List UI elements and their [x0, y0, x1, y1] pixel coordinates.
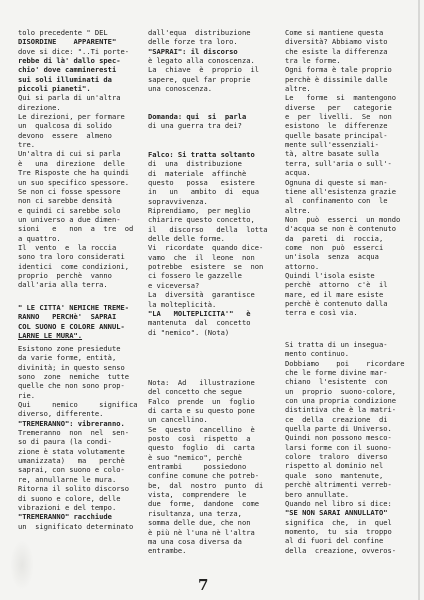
text-line: mento continuo. [285, 349, 350, 359]
text-line: so di paura (la condi- [18, 437, 112, 447]
text-line: delle forze tra loro. [148, 37, 238, 47]
text-line: d'acqua se non è contenuto [285, 224, 397, 234]
text-line: proprio perchè vanno [18, 270, 112, 280]
text-line: un qualcosa di solido [18, 121, 112, 131]
answer-line: ci fossero le gazzelle [148, 271, 242, 281]
text-line: umanizzata) ma perchè [18, 456, 125, 466]
paper-stain [10, 540, 34, 590]
answer-line: chiarire questo concetto, [148, 215, 255, 225]
text-line: zione è stata volutamente [18, 446, 125, 456]
text-line: tra le forme. [285, 56, 341, 66]
text-line: e per livelli. Se non [285, 112, 392, 122]
page-number: 7 [198, 576, 209, 594]
text-line: al di fuori del confine [285, 536, 384, 546]
text-line: che esiste la differenza [285, 46, 388, 56]
note-line: risultanza, una terza, [148, 508, 242, 518]
note-line: entrambi possiedono [148, 462, 247, 472]
text-line: Dobbiamo poi ricordare [285, 358, 405, 368]
text-line: terra e così via. [285, 308, 358, 318]
text-line: è legato alla conoscenza. [148, 56, 255, 66]
text-line: saprai, con suono e colo- [18, 465, 125, 475]
note-line: due forme, dandone come [148, 499, 260, 509]
text-line: Ritorna il solito discorso [18, 484, 130, 494]
text-line: altre. [285, 84, 311, 94]
note-line: è suo "nemico", perchè [148, 452, 242, 462]
text-line: perchè altrimenti verreb- [285, 480, 392, 490]
text-line: diverse per categorie [285, 102, 392, 112]
text-line: tolo precedente " DEL [18, 28, 108, 37]
text-line: esistono le differenze [285, 121, 388, 131]
text-line: acqua. [285, 168, 311, 178]
text-line: Non può esserci un mondo [285, 214, 401, 224]
note-line: di carta e su questo pone [148, 406, 255, 416]
question-line: di una guerra tra dei? [148, 121, 242, 131]
text-line: dall'aria alla terra. [18, 280, 108, 290]
answer-line: vamo che il leone non [148, 252, 255, 262]
text-line: perchè è dissimile dalle [285, 74, 388, 84]
answer-line: questo possa esistere [148, 178, 255, 188]
text-line: "TREMERANNO" racchiude [18, 512, 112, 522]
text-line: rebbe di là' dallo spec- [18, 56, 121, 66]
paragraph-pursuit [285, 340, 411, 555]
paragraph-direction [18, 28, 140, 290]
answer-line: Riprendiamo, per meglio [148, 206, 251, 216]
text-line: distintiva che è la matri- [285, 405, 397, 415]
text-line: chiano l'esistente con [285, 377, 388, 387]
text-line: è una direzione delle [18, 158, 125, 168]
text-line: divinità; in questo senso [18, 362, 125, 372]
text-line: La chiave è proprio il [148, 65, 260, 75]
quote-line: RANNO PERCHè' SAPRAI [18, 312, 117, 322]
answer-line: di materiale affinchè [148, 168, 247, 178]
note-line: somma delle due, che non [148, 518, 251, 528]
text-line: con una propria condizione [285, 396, 397, 406]
text-line: vibrazioni e del tempo. [18, 502, 117, 512]
text-line: di suono e colore, delle [18, 493, 121, 503]
quote-heading-cities [18, 303, 140, 340]
answer-line: Vi ricordate quando dice- [148, 243, 264, 253]
text-line: sioni e non a tre od [18, 224, 134, 234]
text-line: quella parte di Universo. [285, 424, 392, 434]
text-line: Tre Risposte che ha quindi [18, 168, 130, 178]
answer-line: potrebbe esistere se non [148, 262, 264, 272]
quote-line: COL SUONO E COLORE ANNUL- [18, 321, 125, 331]
text-line: "SAPRAI": il discorso [148, 46, 238, 56]
paragraph-diversity [285, 28, 411, 318]
text-line: Qui nemico significa [18, 400, 138, 410]
text-line: rie. [18, 390, 36, 400]
answer-line: e viceversa? [148, 280, 200, 290]
note-line: ma una cosa diversa da [148, 536, 242, 546]
text-line: chio' dove cammineresti [18, 65, 117, 75]
text-line: Il vento e la roccia [18, 242, 117, 252]
answer-line: sopravvivenza. [148, 196, 208, 206]
text-line: e quindi ci sarebbe solo [18, 205, 121, 215]
text-line: un universo a due dimen- [18, 214, 121, 224]
text-line: larsi forme con il suono- [285, 442, 392, 452]
text-line: Ogni forma è tale proprio [285, 65, 392, 75]
quote-line: " LE CITTA' NEMICHE TREME- [18, 303, 130, 312]
text-line: bero annullate. [285, 489, 350, 499]
text-line: Un'altra di cui si parla [18, 149, 121, 159]
answer-line: la molteplicità. [148, 299, 217, 309]
text-line: perchè è contenuto dalla [285, 298, 388, 308]
text-line: un proprio suono-colore, [285, 386, 397, 396]
text-line: direzione. [18, 102, 61, 112]
text-line: attorno. [285, 261, 320, 271]
note-line: un cancellino. [148, 415, 208, 425]
note-line: del concetto che segue [148, 387, 242, 397]
note-line: Se questo cancellino è [148, 424, 255, 434]
answer-line: La diversità garantisce [148, 290, 255, 300]
text-line: una conoscenza. [148, 84, 213, 94]
page-edge-shadow [418, 0, 420, 600]
answer-line: in un ambito di equa [148, 187, 260, 197]
answer-line: di una distribuzione [148, 159, 242, 169]
answer-line: Falco: Si tratta soltanto [148, 150, 255, 159]
text-line: non ci sarebbe densità [18, 196, 112, 206]
text-line: sapere, quel far proprie [148, 74, 251, 84]
note-line: vista, comprendere le [148, 490, 247, 500]
answer-line: delle delle forme. [148, 234, 225, 244]
text-line: un significato determinato [18, 521, 134, 531]
text-line: diverso, differente. [18, 409, 104, 419]
text-line: Quindi l'isola esiste [285, 270, 375, 280]
text-line: colore traloro diverso [285, 452, 388, 462]
text-line: altre. [285, 205, 311, 215]
text-line: "TREMERANNO": vibreranno. [18, 418, 125, 428]
question-line: Domanda: qui si parla [148, 112, 247, 121]
text-line: tiene all'esistenza grazie [285, 186, 397, 196]
text-line: Si tratta di un insegua- [285, 340, 388, 349]
text-line: sui soli illuminati da [18, 74, 112, 84]
paragraph-enemy-zones [18, 344, 140, 531]
text-line: diversità? Abbiamo visto [285, 37, 388, 47]
text-line: mente sull'essenziali- [285, 140, 379, 150]
text-line: Qui si parla di un'altra [18, 93, 121, 103]
text-line: Tremeranno non nel sen- [18, 428, 130, 438]
text-line: che le forme divine mar- [285, 368, 388, 378]
text-line: quale sono mantenute, [285, 470, 384, 480]
note-line: entrambe. [148, 546, 187, 556]
text-line: un'isola senza acqua [285, 252, 379, 262]
note-line: confine comune che potreb- [148, 471, 260, 481]
text-line: terra, sull'aria o sull'- [285, 158, 392, 168]
question-block [148, 112, 270, 131]
note-line: Falco prende un foglio [148, 396, 255, 406]
note-line: posto così rispetto a [148, 434, 251, 444]
text-line: re, annullarne le mura. [18, 474, 117, 484]
note-line: be, dal nostro punto di [148, 480, 264, 490]
text-line: da pareti di roccia, [285, 233, 384, 243]
text-line: ce della creazione di [285, 414, 388, 424]
text-line: dall'equa distribuzione [148, 28, 251, 37]
text-line: della creazione, ovveros- [285, 545, 397, 555]
text-line: Come si mantiene questa [285, 28, 384, 37]
text-line: sono zone nemiche tutte [18, 372, 130, 382]
text-line: devono essere almeno [18, 130, 112, 140]
note-block [148, 378, 270, 556]
text-line: significa che, in quel [285, 517, 392, 527]
text-line: a quattro. [18, 233, 61, 243]
text-line: quelle basate principal- [285, 130, 388, 140]
paragraph-knowledge [148, 28, 270, 93]
text-line: tà, altre basate sulla [285, 149, 379, 159]
text-line: Le forme si mantengono [285, 93, 397, 103]
text-line: dove si dice: "..Ti porte- [18, 46, 130, 56]
answer-line: il discorso della lotta [148, 224, 268, 234]
text-line: Se non ci fosse spessore [18, 186, 121, 196]
answer-line: mantenuta dal concetto [148, 318, 251, 328]
note-line: questo foglio di carta [148, 443, 255, 453]
text-line: Quindi non possono mesco- [285, 433, 392, 443]
text-line: Esistono zone presiedute [18, 344, 121, 353]
note-line: Nota: Ad illustrazione [148, 378, 255, 387]
quote-line: LARNE LE MURA". [18, 331, 83, 341]
note-line: è più nè l'una nè l'altra [148, 527, 255, 537]
text-line: Le direzioni, per formare [18, 112, 125, 122]
text-line: sono tra loro considerati [18, 252, 125, 262]
text-line: da varie forme, entità, [18, 353, 117, 363]
text-line: mare, ed il mare esiste [285, 289, 384, 299]
text-line: piccoli pianeti". [18, 84, 91, 94]
text-line: identici come condizioni, [18, 261, 130, 271]
text-line: DISORDINE APPARENTE" [18, 37, 117, 47]
answer-block-falco [148, 150, 270, 337]
text-line: come non può esserci [285, 242, 384, 252]
text-line: momento, tu sia troppo [285, 526, 392, 536]
answer-line: di "nemico". (Nota) [148, 327, 230, 337]
text-line: al confinamento con le [285, 196, 388, 206]
text-line: quelle che non sono prop- [18, 381, 125, 391]
text-line: rispetto al dominio nel [285, 461, 384, 471]
text-line: Ognuna di queste si man- [285, 177, 388, 187]
text-line: "SE NON SARAI ANNULLATO" [285, 508, 388, 518]
answer-line: "LA MOLTEPLICITA'" è [148, 308, 251, 318]
text-line: perchè attorno c'è il [285, 280, 388, 290]
text-line: tre. [18, 140, 36, 150]
text-line: un suo specifico spessore. [18, 177, 130, 187]
text-line: Quando nel libro si dice: [285, 498, 392, 508]
